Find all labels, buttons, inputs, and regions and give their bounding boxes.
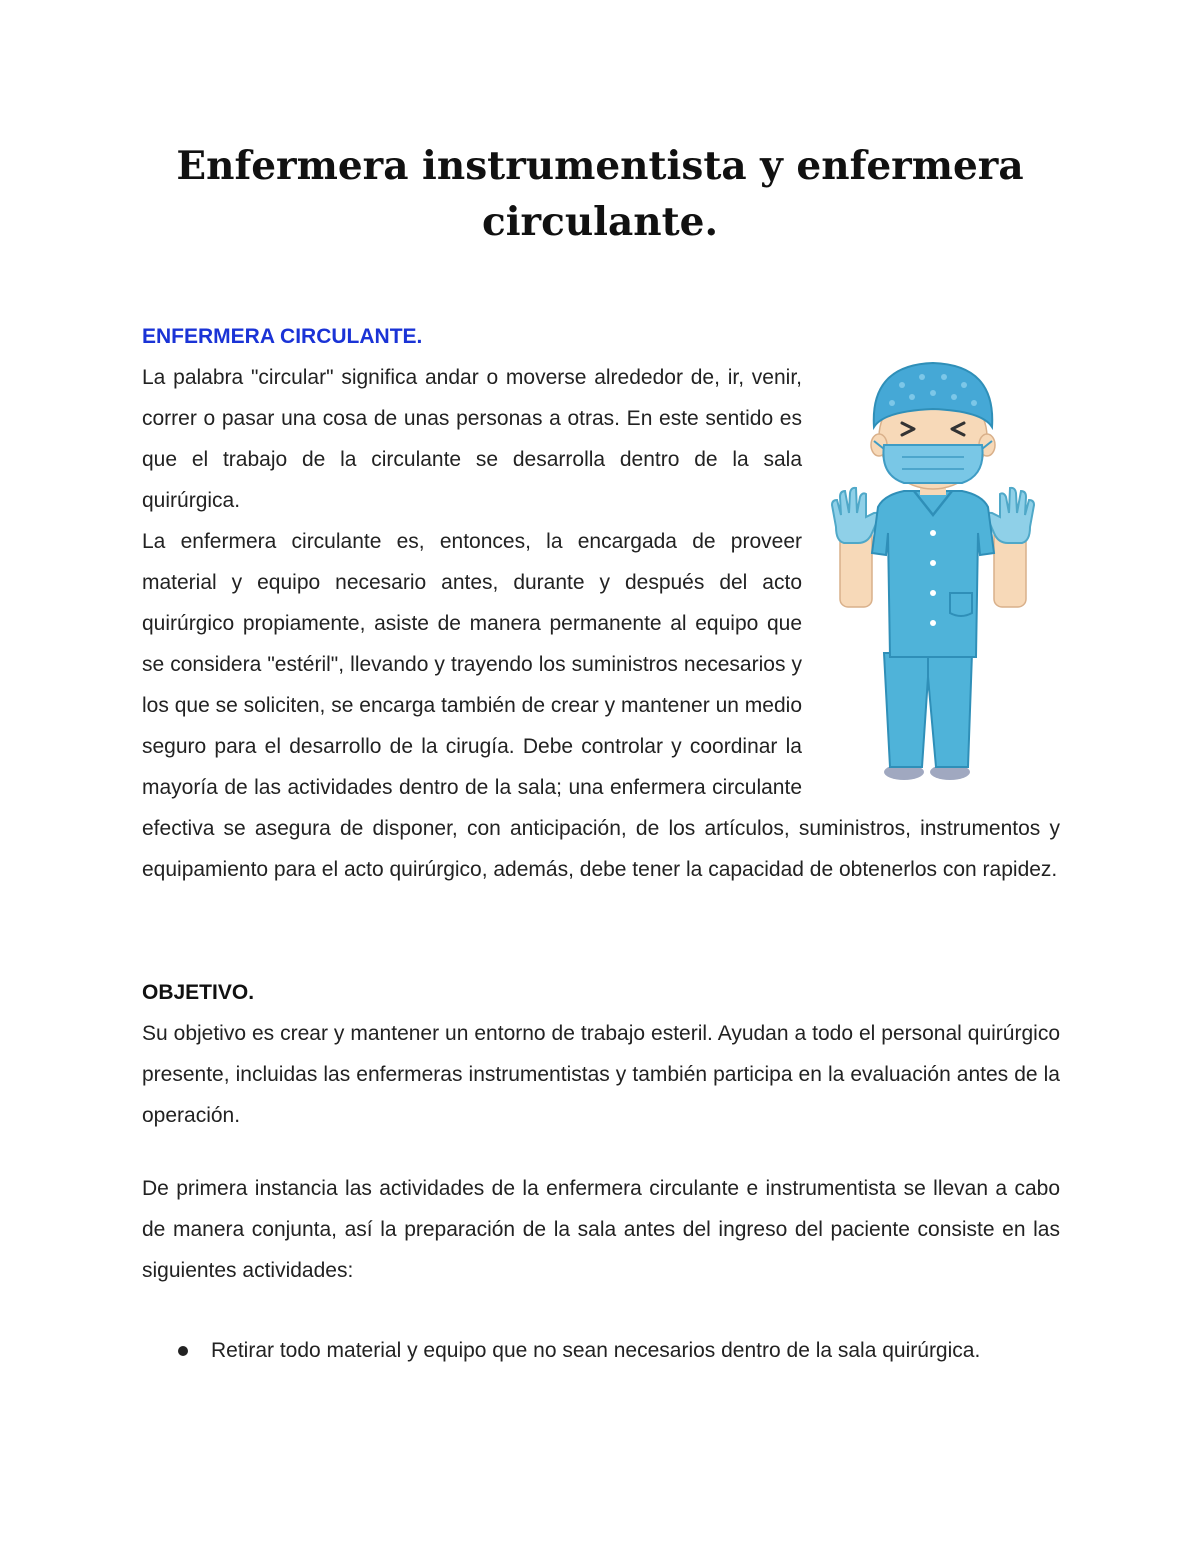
paragraph-circular-definition: La palabra "circular" significa andar o moverse alrededor de, ir, venir, correr o pasar una cosa de unas personas a otras. En este sentido es que el trabajo de la circulante se desarrolla dentro de la sala quirúrgica.	[142, 366, 802, 512]
scrub-button	[930, 530, 936, 536]
scrub-button	[930, 590, 936, 596]
paragraph-objetivo: Su objetivo es crear y mantener un entorno de trabajo esteril. Ayudan a todo el personal quirúrgico presente, incluidas las enfermeras instrumentistas y también participa en la evaluación antes de la operación.	[142, 1022, 1060, 1127]
section-heading-objetivo: OBJETIVO.	[142, 981, 255, 1004]
page-title: Enfermera instrumentista y enfermera circulante.	[176, 143, 1024, 245]
surgical-mask	[883, 445, 982, 483]
section-heading-circulante: ENFERMERA CIRCULANTE.	[142, 325, 423, 348]
right-glove	[988, 488, 1035, 543]
scrub-button	[930, 560, 936, 566]
list-item	[142, 1330, 1060, 1371]
nurse-illustration-icon	[822, 357, 1060, 785]
left-glove	[832, 488, 879, 543]
paragraph-circulante-role: La enfermera circulante es, entonces, la encargada de proveer material y equipo necesario antes, durante y después del acto quirúrgico propiamente, asiste de manera permanente al equipo que se considera "estéril", llevando y trayendo los suministros necesarios y los que se soliciten, se encarga también de crear y mantener un medio seguro para el desarrollo de la cirugía. Debe controlar y coordinar la mayoría de las actividades dentro de la sala; una enfermera circulante efectiva se asegura de disponer, con anticipación, de los artículos, suministros, instrumentos y equipamiento para el acto quirúrgico, además, debe tener la capacidad de obtenerlos con rapidez.	[142, 530, 1060, 881]
list-item-text: Retirar todo material y equipo que no sean necesarios dentro de la sala quirúrgica.	[211, 1339, 981, 1362]
activities-list	[142, 1330, 1060, 1371]
scrub-button	[930, 620, 936, 626]
paragraph-primera-instancia: De primera instancia las actividades de la enfermera circulante e instrumentista se llevan a cabo de manera conjunta, así la preparación de la sala antes del ingreso del paciente consiste en las siguientes actividades:	[142, 1177, 1060, 1282]
bullet-icon	[178, 1346, 188, 1356]
section-circulante-body	[142, 357, 1060, 890]
